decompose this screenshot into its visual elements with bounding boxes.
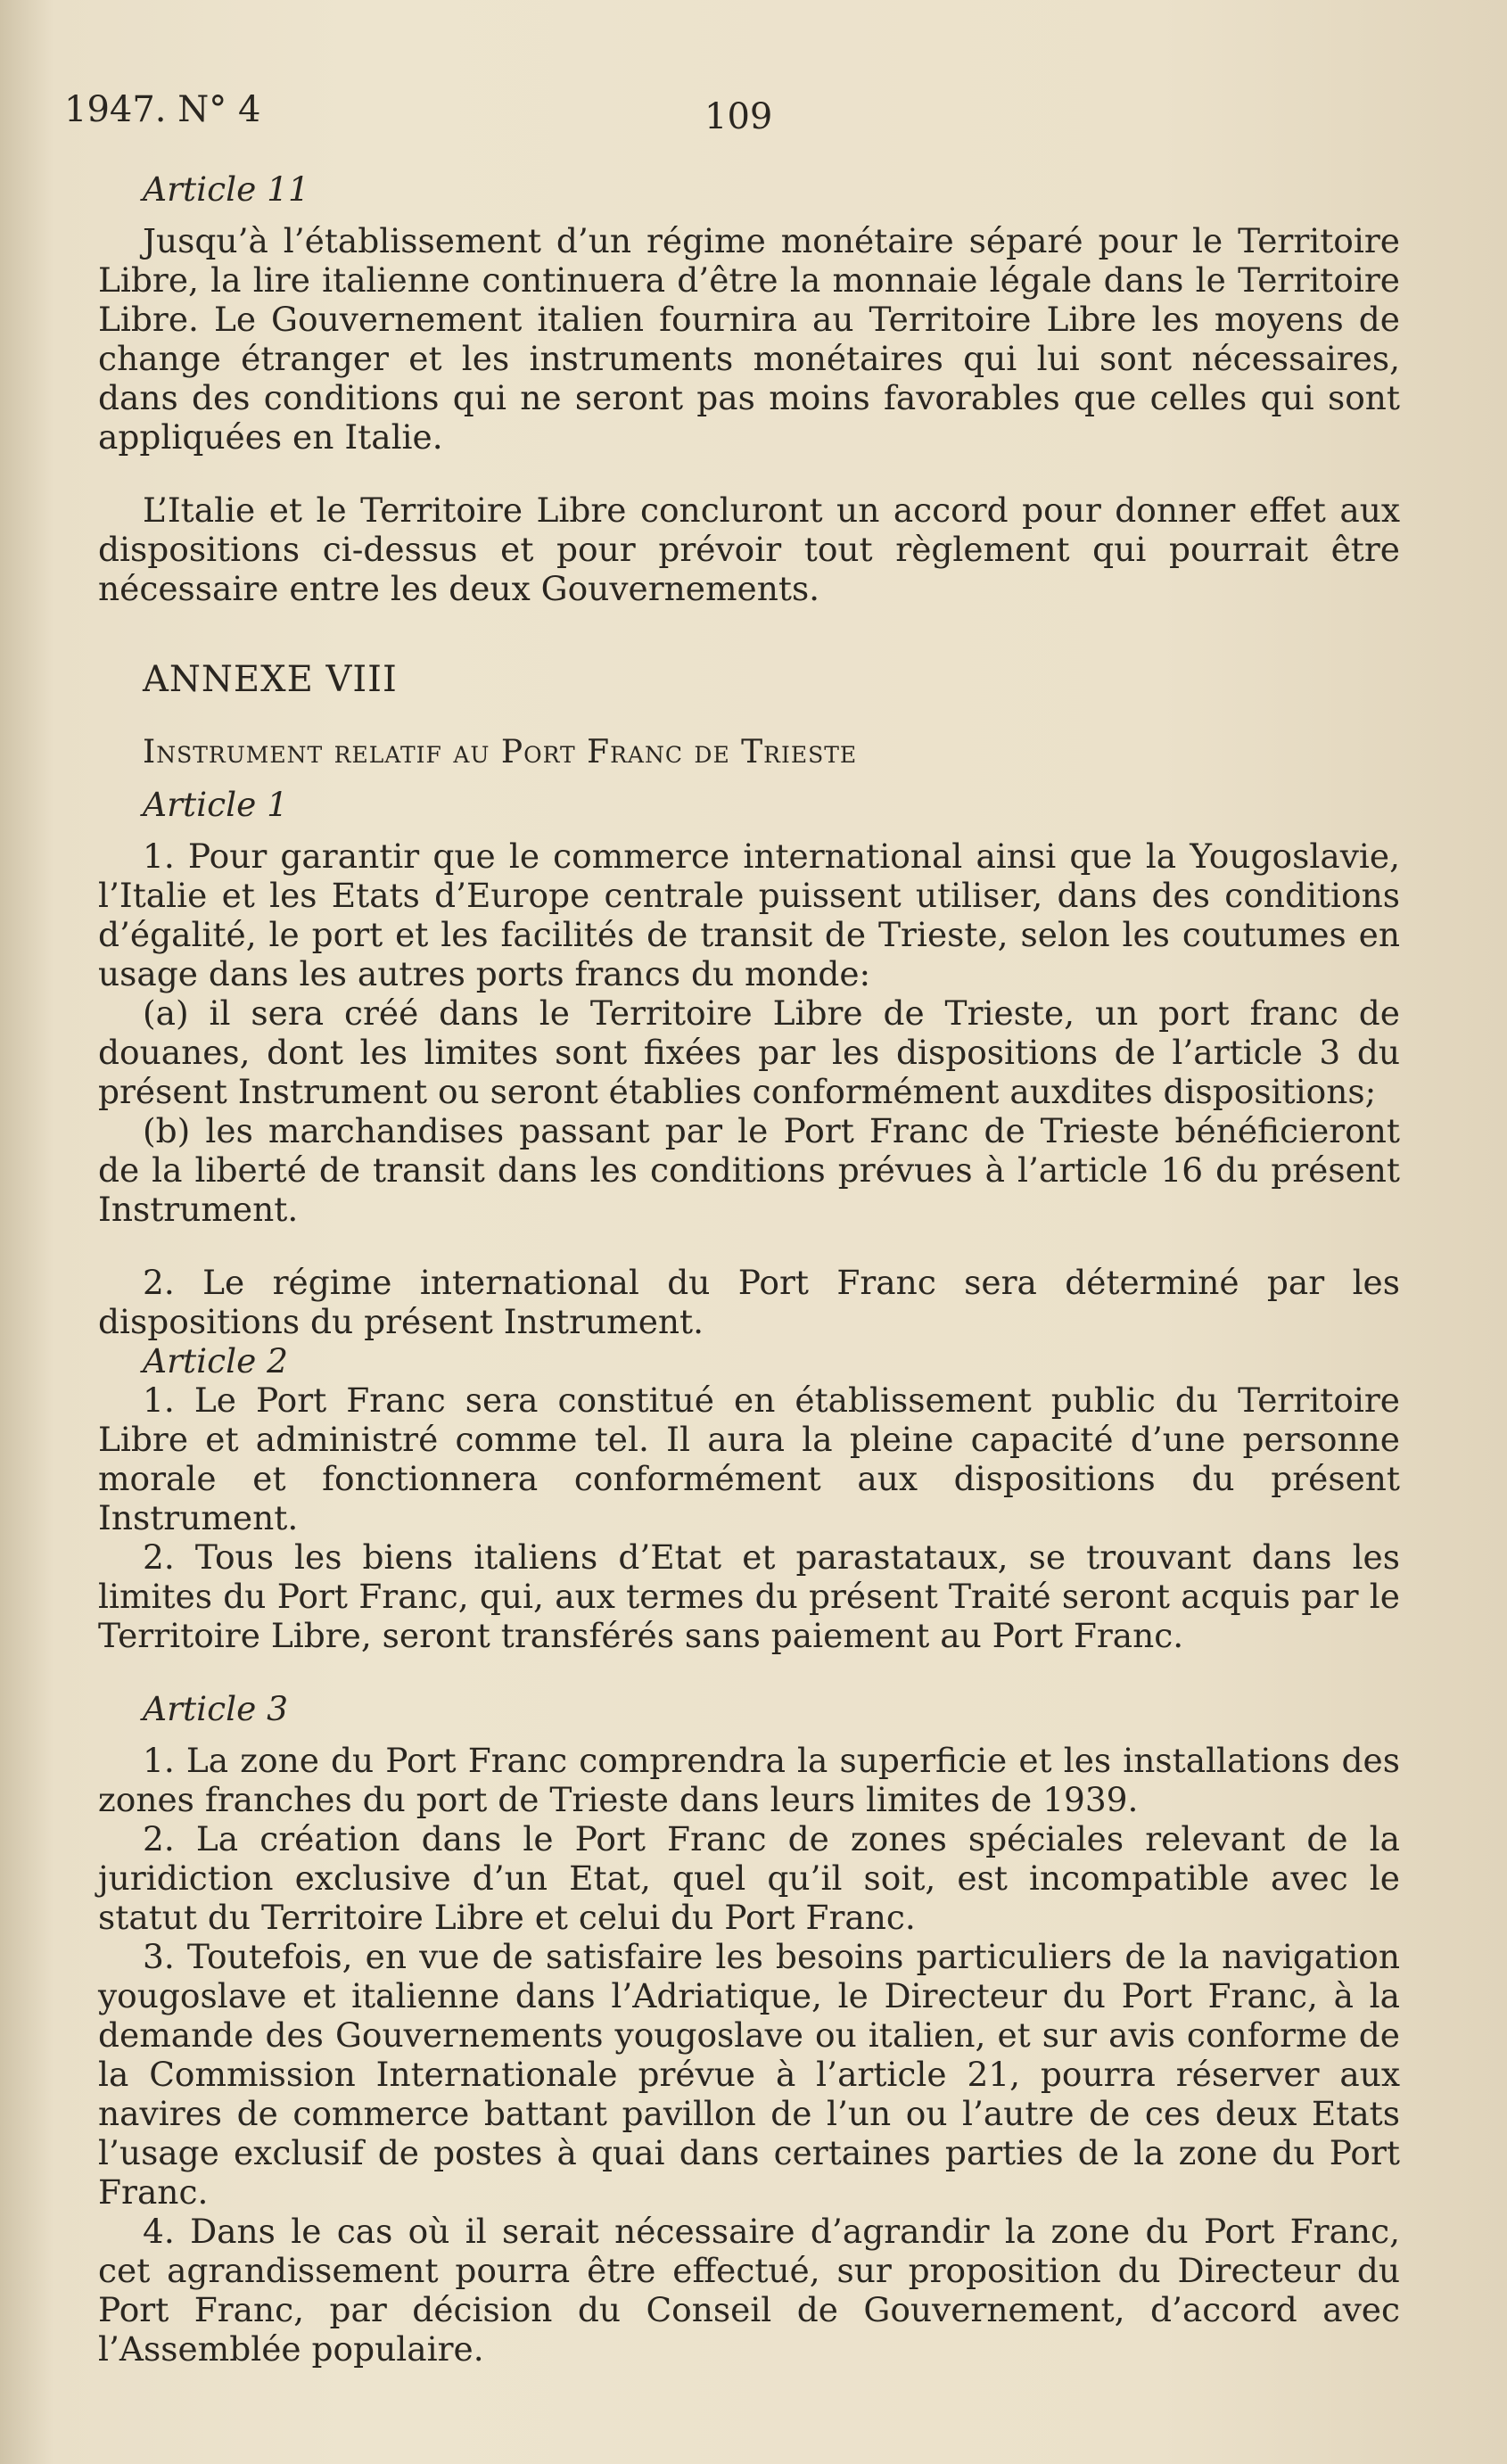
article-3-paragraph-4: 4. Dans le cas où il serait nécessaire d’agrandir la zone du Port Franc, cet agrandissement pourra être effectué, sur proposition du Directeur du Port Franc, par décision du Conseil de Gouvernement, d’accord avec l’Assemblée populaire. (98, 2212, 1400, 2369)
article-11-paragraph-2: L’Italie et le Territoire Libre concluront un accord pour donner effet aux dispositions ci-dessus et pour prévoir tout règlement qui pourrait être nécessaire entre les deux Gouvernements. (98, 490, 1400, 608)
annex-title: ANNEXE VIII (143, 659, 398, 700)
article-11-title: Article 11 (143, 169, 309, 209)
article-11-paragraph-1: Jusqu’à l’établissement d’un régime monétaire séparé pour le Territoire Libre, la lire italienne continuera d’être la monnaie légale dans le Territoire Libre. Le Gouvernement italien fournira au Territoire Libre les moyens de change étranger et les instruments monétaires qui lui sont nécessaires, dans des conditions qui ne seront pas moins favorables que celles qui sont appliquées en Italie. (98, 221, 1400, 457)
article-2-paragraph-1: 1. Le Port Franc sera constitué en établissement public du Territoire Libre et administré comme tel. Il aura la pleine capacité d’une personne morale et fonctionnera conformément aux dispositions du présent Instrument. (98, 1380, 1400, 1537)
article-2-paragraph-2: 2. Tous les biens italiens d’Etat et parastataux, se trouvant dans les limites du Port Franc, qui, aux termes du présent Traité seront acquis par le Territoire Libre, seront transférés sans paiement au Port Franc. (98, 1537, 1400, 1655)
article-3-paragraph-1: 1. La zone du Port Franc comprendra la superficie et les installations des zones franches du port de Trieste dans leurs limites de 1939. (98, 1741, 1400, 1819)
article-1-title: Article 1 (143, 785, 289, 824)
article-3-paragraph-2: 2. La création dans le Port Franc de zones spéciales relevant de la juridiction exclusive d’un Etat, quel qu’il soit, est incompatible avec le statut du Territoire Libre et celui du Port Franc. (98, 1819, 1400, 1937)
page-header (0, 89, 1507, 143)
article-3-title: Article 3 (143, 1689, 289, 1728)
article-1-paragraph-b: (b) les marchandises passant par le Port Franc de Trieste bénéficieront de la liberté de transit dans les conditions prévues à l’article 16 du présent Instrument. (98, 1111, 1400, 1229)
article-3-paragraph-3: 3. Toutefois, en vue de satisfaire les besoins particuliers de la navigation yougoslave et italienne dans l’Adriatique, le Directeur du Port Franc, à la demande des Gouvernements yougoslave ou italien, et sur avis conforme de la Commission Internationale prévue à l’article 21, pourra réserver aux navires de commerce battant pavillon de l’un ou l’autre de ces deux Etats l’usage exclusif de postes à quai dans certaines parties de la zone du Port Franc. (98, 1937, 1400, 2212)
article-1-paragraph-2: 2. Le régime international du Port Franc sera déterminé par les dispositions du présent Instrument. (98, 1263, 1400, 1341)
annex-subtitle: Instrument relatif au Port Franc de Trieste (143, 734, 858, 771)
page-body (98, 169, 1400, 2369)
article-2-title: Article 2 (143, 1341, 289, 1380)
article-1-paragraph-1: 1. Pour garantir que le commerce international ainsi que la Yougoslavie, l’Italie et les Etats d’Europe centrale puissent utiliser, dans des conditions d’égalité, le port et les facilités de transit de Trieste, selon les coutumes en usage dans les autres ports francs du monde: (98, 836, 1400, 993)
header-year-number: 1947. N° 4 (64, 89, 261, 130)
page-number: 109 (704, 96, 773, 137)
article-1-paragraph-a: (a) il sera créé dans le Territoire Libre de Trieste, un port franc de douanes, dont les limites sont fixées par les dispositions de l’article 3 du présent Instrument ou seront établies conformément auxdites dispositions; (98, 993, 1400, 1111)
